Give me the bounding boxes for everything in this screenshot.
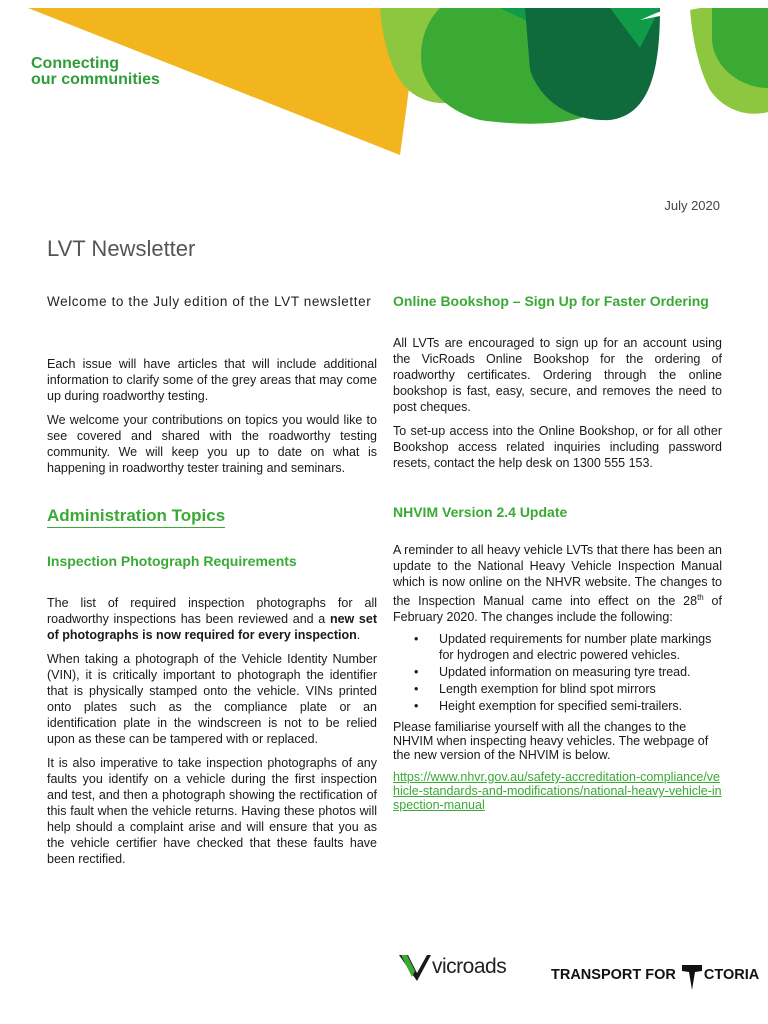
vicroads-mark-icon [398,953,432,983]
brand-line-2: our communities [31,71,160,88]
issue-date: July 2020 [664,198,720,213]
nhvim-p1-start: A reminder to all heavy vehicle LVTs that there has been an update to the National Heavy Vehicle Inspection Manual which is now online on the NHVR website. The changes to the Inspection Manual came into effect on the 28 [393,543,722,609]
changes-list [393,631,722,714]
article-p1-bold: new set of photographs is now required for every inspection [47,612,377,642]
nhvim-title: NHVIM Version 2.4 Update [393,504,568,520]
list-item: • Height exemption for specified semi-trailers. [439,698,722,714]
bookshop-paragraph-1: All LVTs are encouraged to sign up for an account using the VicRoads Online Bookshop for the ordering of roadworthy certificates. Ordering through the online bookshop is fast, easy, secure, and removes the need to post cheques. [393,336,722,414]
nhvim-paragraph-2: Please familiarise yourself with all the changes to the NHVIM when inspecting heavy vehicles. The webpage of the new version of the NHVIM is below. [393,720,709,763]
victoria-map-icon [681,962,703,992]
tfv-text-start: TRANSPORT FOR [551,967,680,983]
article-p1-end: . [356,628,361,642]
brand-line-1: Connecting [31,55,119,72]
list-item: • Length exemption for blind spot mirrors [439,681,722,697]
nhvim-webpage-link[interactable]: https://www.nhvr.gov.au/safety-accreditation-compliance/vehicle-standards-and-modifications/national-heavy-vehicle-inspection-manual [393,770,722,813]
tfv-text-end: CTORIA [703,967,760,983]
bookshop-paragraph-2: To set-up access into the Online Bookshop, or for all other Bookshop access related inquiries including password resets, contact the help desk on 1300 555 153. [393,424,722,470]
article-paragraph-1 [47,595,377,643]
section-title: Administration Topics [47,506,225,528]
article-title: Inspection Photograph Requirements [47,553,297,569]
transport-for-victoria-logo [551,955,760,995]
vicroads-logo [398,953,520,983]
nhvim-p1-sup: th [697,593,704,602]
right-column [393,292,722,812]
list-item: • Updated information on measuring tyre tread. [439,664,722,680]
vicroads-wordmark: vicroads [432,955,507,978]
article-paragraph-3: It is also imperative to take inspection photographs of any faults you identify on a vehicle during the first inspection and test, and then a photograph showing the rectification of this fault when the vehicle returns. Having these photos will help should a complaint arise and will ensure that you as the vehicle certifier have checked that these faults have been rectified. [47,756,377,866]
page-title: LVT Newsletter [47,236,196,261]
intro-paragraph-1: Each issue will have articles that will include additional information to clarify some of the grey areas that may come up during roadworthy testing. [47,357,377,403]
article-p1-start: The list of required inspection photographs for all roadworthy inspections has been reviewed and a [47,596,377,626]
brand-tagline [31,56,160,88]
tfv-wordmark [551,962,759,992]
bookshop-title: Online Bookshop – Sign Up for Faster Ordering [393,293,709,309]
nhvim-paragraph-1 [393,542,722,625]
left-column [47,292,377,867]
article-paragraph-2: When taking a photograph of the Vehicle Identity Number (VIN), it is critically important to photograph the identifier that is physically stamped onto the vehicle. VINs printed onto plates such as the compliance plate or an identification plate in the windscreen is not to be relied upon as these can be tampered with or replaced. [47,652,377,746]
nhvim-p1-end: of February 2020. The changes include the following: [393,594,722,625]
intro-paragraph-2: We welcome your contributions on topics you would like to see covered and shared with the roadworthy testing community. We will keep you up to date on what is happening in roadworthy tester training and seminars. [47,413,377,475]
list-item: • Updated requirements for number plate markings for hydrogen and electric powered vehicles. [439,631,722,663]
intro-heading: Welcome to the July edition of the LVT newsletter [47,294,372,309]
